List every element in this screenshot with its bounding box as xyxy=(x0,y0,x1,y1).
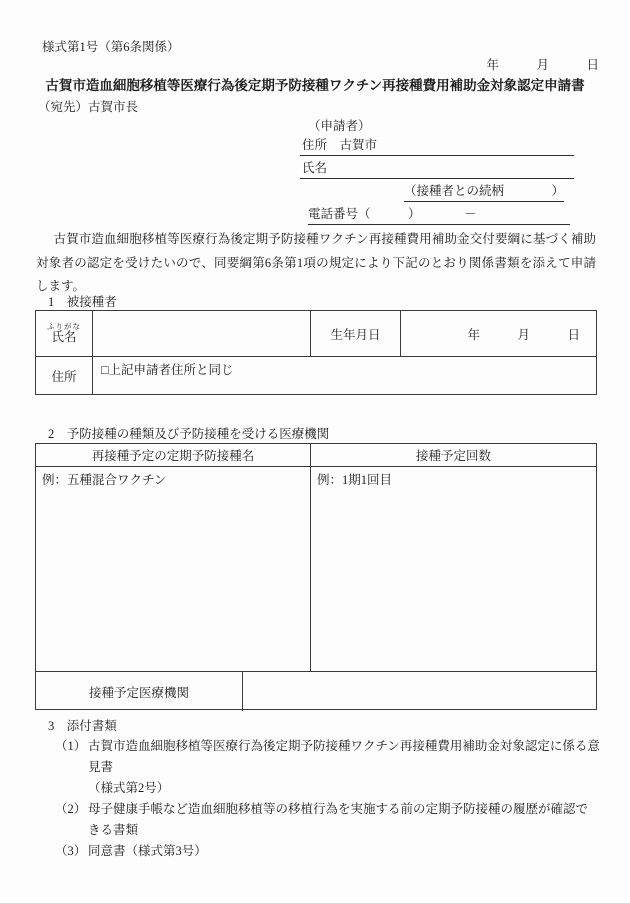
dose-count-example-cell: 例：1期1回目 xyxy=(317,473,393,487)
vaccine-name-header: 再接種予定の定期予防接種名 xyxy=(36,444,311,466)
relation-close-paren: ） xyxy=(551,184,564,198)
section1-heading: 1 被接種者 xyxy=(48,295,117,309)
item-text: 同意書（様式第3号） xyxy=(88,844,207,858)
attachment-item-2 xyxy=(55,799,600,841)
vaccinee-name-label-cell xyxy=(36,311,93,356)
vaccination-plan-table xyxy=(35,443,597,710)
attachment-list xyxy=(55,736,600,862)
relation-label: （接種者との続柄 xyxy=(404,184,505,198)
planned-institution-label-cell: 接種予定医療機関 xyxy=(36,672,243,711)
furigana-label: ふりがな xyxy=(47,322,81,331)
vaccinee-table xyxy=(35,310,597,395)
item-marker: （2） xyxy=(55,802,87,816)
addressee: （宛先）古賀市長 xyxy=(38,100,139,114)
section2-heading: 2 予防接種の種類及び予防接種を受ける医療機関 xyxy=(48,427,330,441)
dose-count-header: 接種予定回数 xyxy=(415,449,491,463)
vaccinee-name-input-cell xyxy=(93,311,311,356)
item-marker: （1） xyxy=(55,739,87,753)
applicant-heading: （申請者） xyxy=(308,119,371,133)
applicant-name-field: 氏名 xyxy=(300,159,574,179)
applicant-relation-field xyxy=(404,182,564,202)
applicant-address-field: 住所 古賀市 xyxy=(300,136,574,156)
item-text: 母子健康手帳など造血細胞移植等の移植行為を実施する前の定期予防接種の履歴が確認できる書類 xyxy=(88,802,589,837)
vaccine-name-example-cell: 例：五種混合ワクチン xyxy=(36,467,311,671)
item-text: 古賀市造血細胞移植等医療行為後定期予防接種ワクチン再接種費用補助金対象認定に係る意見書 （様式第2号） xyxy=(88,739,600,795)
same-address-checkbox-line: □上記申請者住所と同じ xyxy=(101,363,234,377)
attachment-item-3 xyxy=(55,841,600,862)
item-marker: （3） xyxy=(55,844,87,858)
body-paragraph: 古賀市造血細胞移植等医療行為後定期予防接種ワクチン再接種費用補助金交付要綱に基づく補助対象者の認定を受けたいので、同要綱第6条第1項の規定により下記のとおり関係書類を添えて申請します。 xyxy=(36,232,596,293)
attachment-item-1 xyxy=(55,736,600,799)
planned-institution-value-cell xyxy=(243,672,596,711)
birthdate-label-cell: 生年月日 xyxy=(311,311,401,356)
date-line: 年 月 日 xyxy=(486,58,599,72)
address-label-cell: 住所 xyxy=(36,357,93,395)
applicant-phone-field: 電話番号（ ） － xyxy=(308,205,570,225)
form-number: 様式第1号（第6条関係） xyxy=(42,40,180,54)
birthdate-value-cell: 年 月 日 xyxy=(467,327,580,342)
page-title: 古賀市造血細胞移植等医療行為後定期予防接種ワクチン再接種費用補助金対象認定申請書 xyxy=(45,78,585,93)
name-label: 氏名 xyxy=(51,329,77,344)
section3-heading: 3 添付書類 xyxy=(48,719,117,733)
